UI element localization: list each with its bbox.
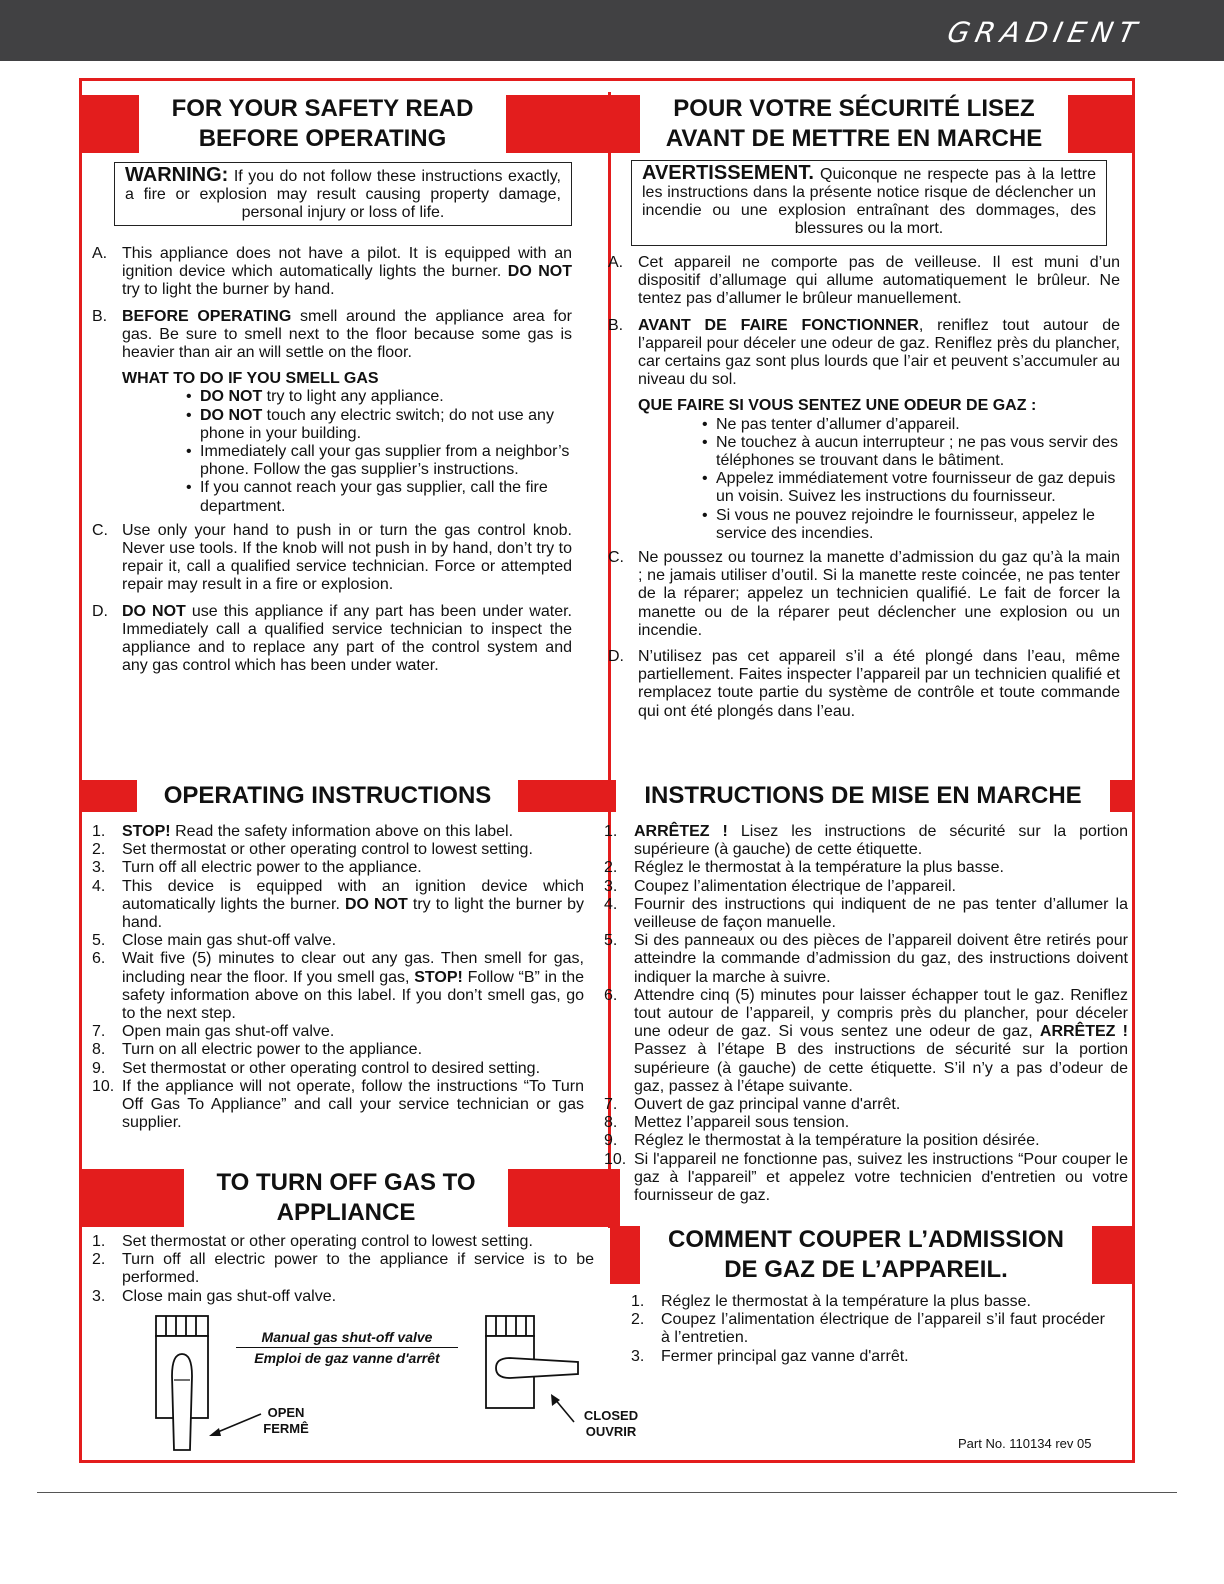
item-text: Turn off all electric power to the appliance if service is to be performed. (122, 1251, 594, 1287)
item-number: 2. (604, 859, 618, 877)
list-item (604, 987, 1128, 1096)
item-bold: DO NOT (200, 406, 263, 424)
header-safety-fr (611, 95, 1132, 153)
safety-title-en-line1: FOR YOUR SAFETY READ (171, 95, 474, 122)
item-number: 2. (631, 1311, 645, 1329)
item-text: touch any electric switch; do not use any phone in your building. (200, 406, 554, 442)
list-item (92, 1078, 584, 1133)
item-letter: A. (608, 254, 624, 271)
item-text: smell around the appliance area for gas. Be sure to smell next to the floor because some gas is heavier than air an will settle on the floor. (122, 307, 572, 362)
open-label-fr: FERMÊ (263, 1421, 309, 1436)
item-number: 10. (92, 1077, 115, 1095)
safety-item-d-en (92, 603, 572, 676)
item-number: 4. (92, 877, 106, 895)
item-bold: STOP! (414, 968, 463, 986)
list-item (186, 388, 572, 406)
item-letter: A. (92, 245, 108, 262)
safety-items-fr (608, 254, 1120, 729)
list-item (92, 859, 584, 877)
smell-gas-title-en: WHAT TO DO IF YOU SMELL GAS (122, 370, 379, 388)
item-number: 5. (604, 932, 618, 950)
list-item (631, 1348, 1105, 1366)
item-number: 4. (604, 895, 618, 913)
list-item (604, 1132, 1128, 1150)
operating-list-fr (604, 823, 1128, 1205)
item-text: Set thermostat or other operating control to lowest setting. (122, 1233, 533, 1250)
item-text: This appliance does not have a pilot. It is equipped with an ignition device which automatically lights the burner. (122, 245, 572, 281)
item-text: Passez à l’étape B des instructions de sécurité sur la portion supérieure (à gauche) de cette étiquette. S’il n’y a pas d’odeur de gaz, passez à l’étape suivante. (634, 1041, 1128, 1095)
operating-title-fr: INSTRUCTIONS DE MISE EN MARCHE (616, 780, 1110, 812)
safety-title-en-line2: BEFORE OPERATING (198, 125, 447, 152)
list-item: • If you cannot reach your gas supplier, call the fire department. (186, 479, 572, 515)
item-number: 9. (604, 1132, 618, 1150)
item-text: Set thermostat or other operating control to desired setting. (122, 1059, 541, 1077)
turnoff-title-fr-line1: COMMENT COUPER L’ADMISSION (667, 1226, 1064, 1253)
list-item (92, 1251, 594, 1287)
item-number: 5. (92, 932, 106, 950)
item-text: Open main gas shut-off valve. (122, 1023, 335, 1041)
list-item (92, 823, 584, 841)
item-text: Use only your hand to push in or turn the gas control knob. Never use tools. If the knob will not push in by hand, don’t try to repair it, call a qualified service technician. Force or attempted repair may result in a fire or explosion. (122, 521, 572, 594)
turnoff-title-en-line1: TO TURN OFF GAS TO (216, 1169, 476, 1196)
safety-item-b-fr (608, 317, 1120, 390)
turnoff-title-en-line2: APPLIANCE (276, 1199, 416, 1226)
safety-items-en (92, 245, 572, 683)
header-operating-en (82, 780, 616, 812)
item-text: Read the safety information above on this label. (175, 823, 514, 840)
item-number: 9. (92, 1059, 106, 1077)
item-text: Si l'appareil ne fonctionne pas, suivez les instructions “Pour couper le gaz à l'appareil” et appelez votre technicien d'entretien ou votre fournisseur de gaz. (634, 1150, 1128, 1205)
item-number: 7. (92, 1023, 106, 1041)
item-bold: DO NOT (507, 263, 573, 281)
list-item (604, 823, 1128, 859)
list-item: • Ne touchez à aucun interrupteur ; ne pas vous servir des téléphones se trouvant dans le bâtiment. (702, 434, 1120, 470)
item-letter: C. (92, 521, 108, 539)
open-label-en: OPEN (267, 1405, 305, 1420)
open-label (254, 1405, 318, 1437)
operating-list-en (92, 823, 584, 1132)
item-number: 3. (631, 1347, 645, 1365)
list-item (604, 1114, 1128, 1132)
list-item: • Si vous ne pouvez rejoindre le fournisseur, appelez le service des incendies. (702, 507, 1120, 543)
item-bold: DO NOT (122, 602, 186, 620)
item-number: 8. (604, 1114, 618, 1132)
item-text: Ne poussez ou tournez la manette d’admission du gaz qu’à la main ; ne jamais utiliser d’outil. Si la manette reste coincée, ne pas tenter de la réparer; appelez un technicien qualifié. Le fait de forcer la manette ou de la réparer peut déclencher une explosion ou un incendie. (638, 549, 1120, 639)
item-text: Set thermostat or other operating control to lowest setting. (122, 841, 533, 859)
smell-gas-section-fr (638, 397, 1120, 543)
item-number: 3. (604, 877, 618, 895)
item-bold: DO NOT (200, 388, 263, 406)
item-number: 2. (92, 1251, 106, 1269)
item-text: Fermer principal gaz vanne d'arrêt. (661, 1347, 909, 1365)
item-text: Wait five (5) minutes to clear out any gas. Then smell for gas, including near the floor. If you smell gas, (122, 950, 584, 986)
item-text: Fournir des instructions qui indiquent de ne pas tenter d’allumer la veilleuse de façon manuelle. (634, 895, 1128, 932)
list-item (92, 1288, 594, 1306)
safety-item-a-fr (608, 254, 1120, 309)
list-item (631, 1311, 1105, 1347)
item-number: 1. (92, 1233, 106, 1250)
safety-title-fr-line2: AVANT DE METTRE EN MARCHE (665, 125, 1043, 152)
item-text: Coupez l’alimentation électrique de l’appareil s’il faut procéder à l’entretien. (661, 1311, 1105, 1347)
item-number: 6. (604, 986, 618, 1004)
header-operating-fr (616, 780, 1132, 812)
safety-title-fr-line1: POUR VOTRE SÉCURITÉ LISEZ (673, 95, 1035, 122)
item-number: 1. (631, 1293, 645, 1310)
item-text: Réglez le thermostat à la température la plus basse. (634, 859, 1004, 877)
valve-caption-en: Manual gas shut-off valve (236, 1327, 458, 1348)
item-number: 6. (92, 950, 106, 968)
item-text: Coupez l’alimentation électrique de l’appareil. (634, 877, 956, 895)
list-item (604, 878, 1128, 896)
header-turnoff-fr (610, 1226, 1132, 1284)
list-item (92, 878, 584, 933)
item-letter: D. (92, 602, 108, 620)
header-turnoff-en (82, 1169, 620, 1227)
list-item (92, 1023, 584, 1041)
item-text: Si des panneaux ou des pièces de l’appareil doivent être retirés pour atteindre la commande d’admission du gaz, des instructions doivent indiquer la marche à suivre. (634, 932, 1128, 986)
list-item (92, 841, 584, 859)
list-item (92, 1041, 584, 1059)
item-text: Close main gas shut-off valve. (122, 1287, 337, 1305)
turnoff-title-fr-line2: DE GAZ DE L’APPAREIL. (724, 1256, 1008, 1283)
warning-label-en: WARNING: (125, 164, 229, 186)
item-text: try to light the burner by hand. (122, 281, 335, 299)
item-bold: ARRÊTEZ ! (1039, 1023, 1128, 1041)
valve-caption-fr: Emploi de gaz vanne d'arrêt (254, 1350, 440, 1366)
item-letter: D. (608, 648, 624, 666)
closed-label (574, 1408, 648, 1440)
item-number: 3. (92, 1287, 106, 1305)
list-item: • Appelez immédiatement votre fournisseur de gaz depuis un voisin. Suivez les instructions du fournisseur. (702, 470, 1120, 506)
item-number: 10. (604, 1150, 627, 1168)
list-item (92, 950, 584, 1023)
item-text: Réglez le thermostat à la température la position désirée. (634, 1132, 1040, 1150)
safety-item-a-en (92, 245, 572, 300)
warning-box-fr (631, 160, 1107, 246)
item-letter: C. (608, 549, 624, 567)
item-text: Lisez les instructions de sécurité sur la portion supérieure (à gauche) de cette étiquette. (634, 823, 1129, 859)
smell-gas-section-en (122, 370, 572, 516)
safety-item-c-fr (608, 549, 1120, 640)
safety-item-c-en (92, 522, 572, 595)
list-item: • Ne pas tenter d’allumer d’appareil. (702, 416, 1120, 434)
item-text: try to light the burner by hand. (122, 895, 585, 932)
list-item (604, 1151, 1128, 1206)
item-number: 1. (604, 823, 618, 840)
list-item: • Immediately call your gas supplier from a neighbor’s phone. Follow the gas supplier’s instructions. (186, 443, 572, 479)
item-text: This device is equipped with an ignition device which automatically lights the burner. (122, 877, 584, 913)
closed-label-fr: OUVRIR (585, 1424, 637, 1439)
warning-text-en: If you do not follow these instructions exactly, a fire or explosion may result causing property damage, personal injury or loss of life. (125, 168, 561, 221)
closed-label-en: CLOSED (583, 1408, 639, 1423)
item-text: Mettez l’appareil sous tension. (634, 1114, 850, 1132)
warning-label-fr: AVERTISSEMENT. (642, 162, 814, 184)
smell-gas-title-fr: QUE FAIRE SI VOUS SENTEZ UNE ODEUR DE GAZ : (638, 397, 1037, 415)
list-item (604, 859, 1128, 877)
item-number: 8. (92, 1041, 106, 1059)
list-item (186, 407, 572, 443)
list-item (92, 932, 584, 950)
warning-box-en (114, 162, 572, 226)
safety-item-d-fr (608, 648, 1120, 721)
item-text: Réglez le thermostat à la température la plus basse. (661, 1293, 1031, 1310)
turnoff-list-fr (631, 1293, 1105, 1366)
list-item (92, 1233, 594, 1251)
valve-caption (236, 1327, 458, 1368)
item-text: If the appliance will not operate, follow the instructions “To Turn Off Gas To Appliance” and call your service technician or gas supplier. (122, 1077, 584, 1132)
list-item (604, 932, 1128, 987)
item-number: 1. (92, 823, 106, 840)
warning-text-fr: Quiconque ne respecte pas à la lettre les instructions dans la présente notice risque de déclencher un incendie ou une explosion entraînant des dommages, des blessures ou la mort. (642, 166, 1096, 237)
item-text: Cet appareil ne comporte pas de veilleuse. Il est muni d’un dispositif d’allumage qui allume automatiquement le brûleur. Ne tentez pas d’allumer le brûleur manuellement. (638, 254, 1120, 308)
item-text: , reniflez tout autour de l’appareil pour déceler une odeur de gaz. Reniflez près du plancher, car certains gaz sont plus lourds que l’air et peuvent s’accumuler au niveau du sol. (638, 316, 1120, 389)
item-text: Turn on all electric power to the appliance. (122, 1041, 423, 1059)
item-text: use this appliance if any part has been under water. Immediately call a qualified service technician to inspect the appliance and to replace any part of the control system and any gas control which has been under water. (122, 602, 572, 675)
item-bold: STOP! (122, 823, 171, 840)
operating-title-en: OPERATING INSTRUCTIONS (137, 780, 518, 812)
item-number: 2. (92, 841, 106, 859)
item-bold: ARRÊTEZ ! (634, 823, 728, 840)
list-item (631, 1293, 1105, 1311)
list-item (604, 1096, 1128, 1114)
part-number: Part No. 110134 rev 05 (958, 1436, 1092, 1451)
item-text: try to light any appliance. (266, 388, 444, 406)
item-text: N’utilisez pas cet appareil s’il a été plongé dans l’eau, même partiellement. Faites inspecter l’appareil par un technicien qualifié et remplacez toute partie du système de contrôle et toute commande qui ont été plongés dans l’eau. (638, 648, 1120, 720)
item-bold: AVANT DE FAIRE FONCTIONNER (638, 316, 919, 334)
item-bold: BEFORE OPERATING (122, 307, 292, 325)
item-text: Ouvert de gaz principal vanne d'arrêt. (634, 1096, 901, 1114)
item-letter: B. (608, 316, 624, 334)
footer-divider (37, 1492, 1177, 1493)
item-number: 3. (92, 859, 106, 877)
item-bold: DO NOT (345, 895, 408, 913)
item-text: Close main gas shut-off valve. (122, 932, 337, 950)
item-text: Turn off all electric power to the appliance. (122, 859, 422, 877)
brand-logo: GRADIENT (944, 16, 1146, 49)
item-text: Attendre cinq (5) minutes pour laisser échapper tout le gaz. Reniflez tout autour de l’appareil, y compris près du plancher, pour déceler une odeur de gaz. Si vous sentez une odeur de gaz, (634, 986, 1128, 1041)
item-letter: B. (92, 307, 108, 325)
safety-item-b-en (92, 308, 572, 363)
item-number: 7. (604, 1096, 618, 1114)
header-safety-en (82, 95, 608, 153)
list-item (604, 896, 1128, 932)
turnoff-list-en (92, 1233, 594, 1306)
item-text: Follow “B” in the safety information above on this label. If you don’t smell gas, go to the next step. (122, 968, 585, 1023)
top-bar (0, 0, 1224, 61)
list-item (92, 1060, 584, 1078)
